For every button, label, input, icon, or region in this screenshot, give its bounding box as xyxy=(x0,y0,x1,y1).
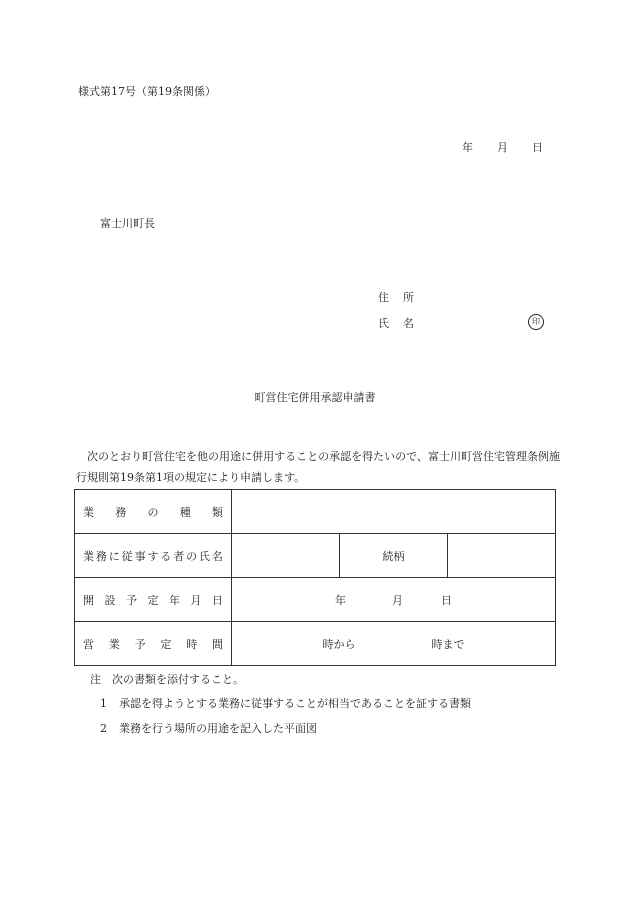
spread-label: 営 業 予 定 時 間 xyxy=(83,637,223,651)
date-month-unit: 月 xyxy=(497,141,508,154)
business-type-label xyxy=(75,490,232,534)
note-item: 2 業務を行う場所の用途を記入した平面図 xyxy=(100,722,317,735)
opening-date-label xyxy=(75,578,232,622)
body-text: 次のとおり町営住宅を他の用途に併用することの承認を得たいので、富士川町営住宅管理条例施行規則第19条第1項の規定により申請します。 xyxy=(76,450,560,484)
note-heading: 注 次の書類を添付すること。 xyxy=(90,673,244,686)
recipient: 富士川町長 xyxy=(100,217,155,230)
note-item: 1 承認を得ようとする業務に従事することが相当であることを証する書類 xyxy=(100,697,471,710)
date-day-unit: 日 xyxy=(532,141,543,154)
address-label: 住 所 xyxy=(378,291,414,304)
spread-label: 業 務 の 種 類 xyxy=(83,505,223,519)
application-table xyxy=(74,489,556,666)
relation-field[interactable] xyxy=(448,534,556,578)
business-type-field[interactable] xyxy=(232,490,556,534)
relation-label: 続柄 xyxy=(340,534,448,578)
business-hours-field[interactable]: 時から 時まで xyxy=(232,622,556,666)
table-row xyxy=(75,622,556,666)
spread-label: 開 設 予 定 年 月 日 xyxy=(83,593,223,607)
worker-name-field[interactable] xyxy=(232,534,340,578)
application-date xyxy=(462,142,543,153)
worker-name-label xyxy=(75,534,232,578)
opening-date-field[interactable]: 年 月 日 xyxy=(232,578,556,622)
table-row xyxy=(75,578,556,622)
date-year-unit: 年 xyxy=(462,141,473,154)
business-hours-label xyxy=(75,622,232,666)
name-label: 氏 名 xyxy=(378,317,414,330)
seal-mark: 印 xyxy=(528,314,544,330)
form-number: 様式第17号（第19条関係） xyxy=(78,85,216,98)
document-title: 町営住宅併用承認申請書 xyxy=(254,391,376,404)
table-row xyxy=(75,534,556,578)
spread-label: 業 務 に 従 事 す る 者 の 氏 名 xyxy=(83,549,223,563)
table-row xyxy=(75,490,556,534)
